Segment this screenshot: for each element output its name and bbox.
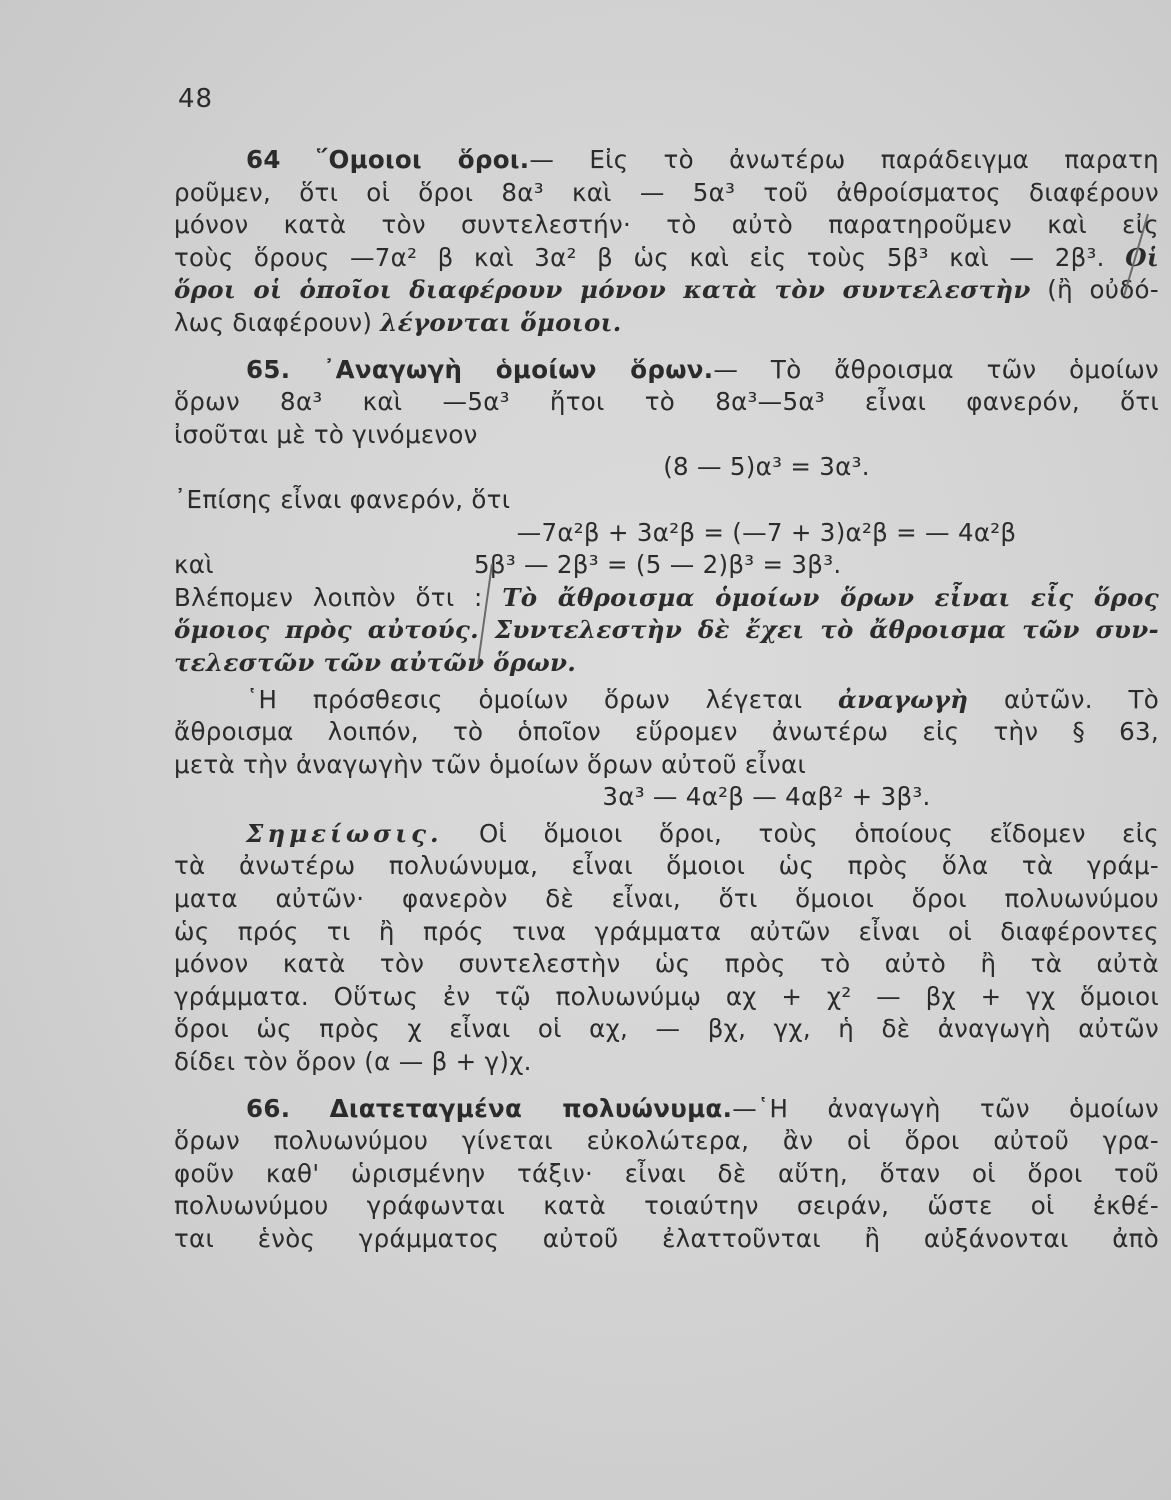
s64-line4-italic: Οἱ — [1125, 242, 1159, 272]
section-64 — [174, 144, 1159, 340]
section-66 — [174, 1093, 1159, 1256]
s65-line-7 — [174, 647, 1159, 680]
s65-note1-rest: Οἱ ὅμοιοι ὅροι, τοὺς ὁποίους εἴδομεν εἰς — [478, 818, 1159, 848]
s66-line-5: ται ἑνὸς γράμματος αὐτοῦ ἐλαττοῦνται ἢ αὐξάνονται ἀπὸ — [174, 1224, 1159, 1253]
s65-line-8 — [174, 684, 1159, 717]
s65-line-1 — [174, 354, 1159, 387]
s65-heading: ᾿Αναγωγὴ ὁμοίων ὅρων. — [323, 354, 714, 384]
s65-line1-rest: — Τὸ ἄθροισμα τῶν ὁμοίων — [713, 354, 1159, 384]
s64-line-5 — [174, 274, 1159, 307]
s64-line6-plain: λως διαφέρουν) — [174, 307, 373, 337]
s64-line-6 — [174, 307, 1159, 340]
s65-formula-3: 5β³ — 2β³ = (5 — 2)β³ = 3β³. — [474, 550, 842, 580]
section-65 — [174, 354, 1159, 1079]
s65-line8-rest: αὐτῶν. Τὸ — [1003, 684, 1159, 714]
s65-note-line-2: τὰ ἀνωτέρω πολυώνυμα, εἶναι ὅμοιοι ὡς πρὸς ὅλα τὰ γράμ- — [174, 851, 1159, 881]
s64-heading: ῞Ομοιοι ὅροι. — [315, 145, 530, 174]
s65-note-line-3: ματα αὐτῶν· φανερὸν δὲ εἶναι, ὅτι ὅμοιοι ὅροι πολυωνύμου — [174, 884, 1159, 914]
s64-line-1 — [174, 144, 1159, 177]
pencil-mark-icon — [464, 560, 504, 670]
s65-note-line-8: δίδει τὸν ὅρον (α — β + γ)χ. — [174, 1047, 532, 1077]
s65-line-10: μετὰ τὴν ἀναγωγὴν τῶν ὁμοίων ὅρων αὐτοῦ εἶναι — [174, 749, 807, 779]
s66-line1-rest: —῾Η ἀναγωγὴ τῶν ὁμοίων — [732, 1093, 1159, 1123]
s65-line5-italic: Τὸ ἄθροισμα ὁμοίων ὅρων εἶναι εἷς ὅρος — [502, 582, 1159, 612]
s65-note-line-6: γράμματα. Οὕτως ἐν τῷ πολυωνύμῳ αχ + χ² — βχ + γχ ὅμοιοι — [174, 981, 1159, 1011]
s65-line-2: ὅρων 8α³ καὶ —5α³ ἤτοι τὸ 8α³—5α³ εἶναι φανερόν, ὅτι — [174, 387, 1159, 417]
s65-line-6 — [174, 614, 1159, 647]
s65-line8-plain: ῾Η πρόσθεσις ὁμοίων ὅρων λέγεται — [246, 684, 803, 714]
s66-line-4: πολυωνύμου γράφωνται κατὰ τοιαύτην σειράν, ὥστε οἱ ἐκθέ- — [174, 1191, 1159, 1221]
s64-line4-plain: τοὺς ὅρους —7α² β καὶ 3α² β ὡς καὶ εἰς τοὺς 5β³ καὶ — 2β³. — [174, 242, 1105, 272]
s66-number: 66. — [246, 1093, 291, 1123]
s64-line1-rest: — Εἰς τὸ ἀνωτέρω παράδειγμα παρατη — [529, 145, 1159, 174]
s65-note-line-4: ὡς πρός τι ἢ πρός τινα γράμματα αὐτῶν εἶναι οἱ διαφέροντες — [174, 916, 1159, 946]
s65-line5-plain: Βλέπομεν λοιπὸν ὅτι : — [174, 582, 483, 612]
s65-number: 65. — [246, 354, 291, 384]
s65-formula3-label: καὶ — [174, 550, 214, 580]
s65-note-line-7: ὅροι ὡς πρὸς χ εἶναι οἱ αχ, — βχ, γχ, ἡ δὲ ἀναγωγὴ αὐτῶν — [174, 1014, 1159, 1044]
s66-heading: Διατεταγμένα πολυώνυμα. — [329, 1093, 733, 1123]
spacer — [174, 1079, 1159, 1093]
spacer — [174, 340, 1159, 354]
s65-line-4: ᾿Επίσης εἶναι φανερόν, ὅτι — [174, 484, 511, 514]
pencil-mark-icon — [1118, 210, 1158, 300]
s65-line-9: ἄθροισμα λοιπόν, τὸ ὁποῖον εὕρομεν ἀνωτέρω εἰς τὴν § 63, — [174, 717, 1159, 747]
s64-number: 64 — [246, 145, 281, 174]
s66-line-2: ὅρων πολυωνύμου γίνεται εὐκολώτερα, ἂν οἱ ὅροι αὐτοῦ γρα- — [174, 1126, 1159, 1156]
s64-line6-italic: λέγονται ὅμοιοι. — [380, 307, 622, 337]
s65-formula-4: 3α³ — 4α²β — 4αβ² + 3β³. — [602, 782, 931, 812]
page-text — [174, 144, 1159, 1256]
s65-note-line-5: μόνον κατὰ τὸν συντελεστὴν ὡς πρὸς τὸ αὐτὸ ἢ τὰ αὐτὰ — [174, 949, 1159, 979]
s65-line8-italic: ἀναγωγὴ — [838, 684, 969, 714]
s65-formula-1: (8 — 5)α³ = 3α³. — [663, 452, 870, 482]
s65-line-5 — [174, 582, 1159, 615]
s64-line-4 — [174, 242, 1159, 275]
s65-line-3: ἰσοῦται μὲ τὸ γινόμενον — [174, 419, 478, 449]
s64-line5-plain: (ἢ οὐδό- — [1047, 275, 1159, 305]
page-number: 48 — [178, 84, 214, 114]
s65-formula-3-row — [174, 549, 1159, 582]
s65-note-line-1 — [174, 818, 1159, 851]
s64-line-2: ροῦμεν, ὅτι οἱ ὅροι 8α³ καὶ — 5α³ τοῦ ἀθροίσματος διαφέρουν — [174, 177, 1159, 207]
s65-line7-italic: τελεστῶν τῶν αὐτῶν ὅρων. — [174, 647, 577, 677]
s66-line-3: φοῦν καθ' ὡρισμένην τάξιν· εἶναι δὲ αὕτη, ὅταν οἱ ὅροι τοῦ — [174, 1158, 1159, 1188]
note-label: Σημείωσις. — [246, 818, 443, 848]
s66-line-1 — [174, 1093, 1159, 1126]
s65-formula-2: —7α²β + 3α²β = (—7 + 3)α²β = — 4α²β — [516, 517, 1017, 547]
s65-line6-italic: ὅμοιος πρὸς αὐτούς. Συντελεστὴν δὲ ἔχει τὸ ἄθροισμα τῶν συν- — [174, 615, 1159, 645]
s64-line-3: μόνον κατὰ τὸν συντελεστήν· τὸ αὐτὸ παρατηροῦμεν καὶ εἰς — [174, 210, 1159, 240]
s64-line5-italic: ὅροι οἱ ὁποῖοι διαφέρουν μόνον κατὰ τὸν συντελεστὴν — [174, 275, 1031, 305]
